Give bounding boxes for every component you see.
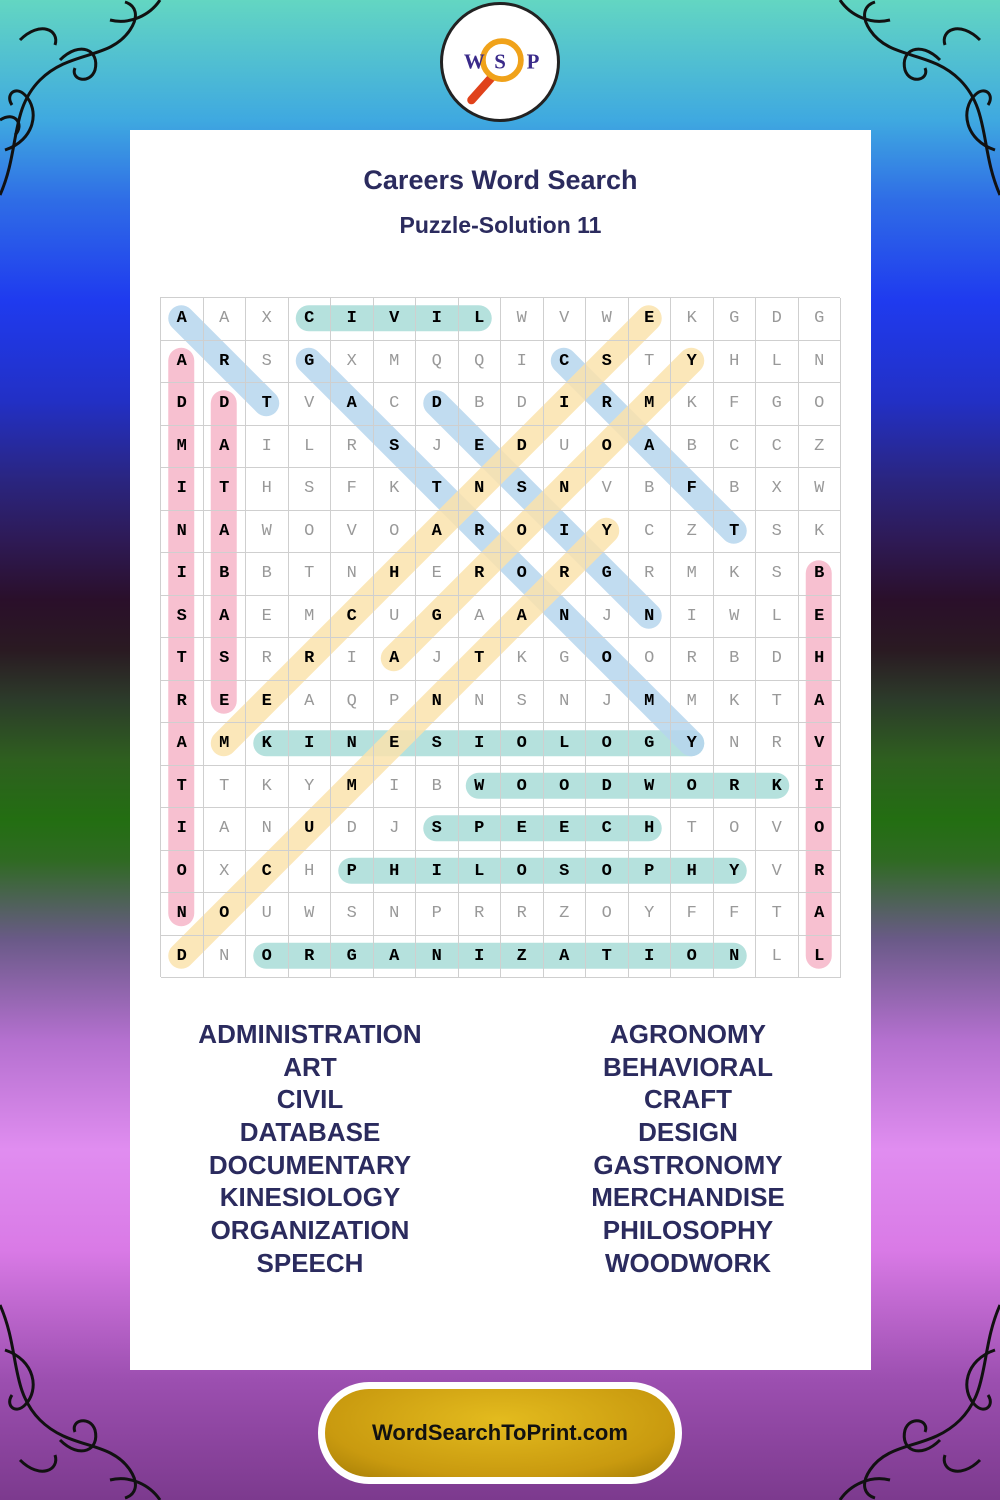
grid-cell[interactable]: T (204, 766, 247, 809)
grid-cell[interactable]: D (416, 383, 459, 426)
grid-cell[interactable]: C (714, 426, 757, 469)
grid-cell[interactable]: I (501, 341, 544, 384)
grid-cell[interactable]: D (161, 936, 204, 979)
grid-cell[interactable]: A (204, 511, 247, 554)
grid-cell[interactable]: O (246, 936, 289, 979)
grid-cell[interactable]: T (459, 638, 502, 681)
grid-cell[interactable]: K (799, 511, 842, 554)
grid-cell[interactable]: R (629, 553, 672, 596)
grid-cell[interactable]: O (629, 638, 672, 681)
grid-cell[interactable]: X (331, 341, 374, 384)
grid-cell[interactable]: A (161, 298, 204, 341)
word-list-item: BEHAVIORAL (603, 1051, 773, 1082)
grid-cell[interactable]: Q (331, 681, 374, 724)
grid-cell[interactable]: V (331, 511, 374, 554)
grid-cell[interactable]: H (374, 553, 417, 596)
grid-cell[interactable]: X (756, 468, 799, 511)
grid-cell[interactable]: E (204, 681, 247, 724)
grid-cell[interactable]: N (374, 893, 417, 936)
page-subtitle: Puzzle-Solution 11 (399, 212, 602, 238)
grid-cell[interactable]: I (331, 638, 374, 681)
grid-cell[interactable]: M (629, 681, 672, 724)
grid-cell[interactable]: O (799, 383, 842, 426)
grid-cell[interactable]: I (161, 553, 204, 596)
grid-cell[interactable]: V (289, 383, 332, 426)
grid-cell[interactable]: E (246, 681, 289, 724)
grid-cell[interactable]: V (756, 808, 799, 851)
grid-cell[interactable]: R (289, 638, 332, 681)
grid-cell[interactable]: G (714, 298, 757, 341)
grid-cell[interactable]: S (501, 681, 544, 724)
grid-cell[interactable]: V (799, 723, 842, 766)
grid-cell[interactable]: P (331, 851, 374, 894)
grid-cell[interactable]: H (799, 638, 842, 681)
grid-cell[interactable]: Y (671, 723, 714, 766)
grid-cell[interactable]: N (161, 893, 204, 936)
grid-cell[interactable]: G (544, 638, 587, 681)
grid-cell[interactable]: I (671, 596, 714, 639)
grid-cell[interactable]: O (501, 511, 544, 554)
grid-cell[interactable]: I (629, 936, 672, 979)
grid-cell[interactable]: P (459, 808, 502, 851)
page-title: Careers Word Search (363, 165, 638, 195)
grid-cell[interactable]: L (459, 851, 502, 894)
grid-cell[interactable]: G (289, 341, 332, 384)
grid-cell[interactable]: W (501, 298, 544, 341)
grid-cell[interactable]: K (714, 681, 757, 724)
grid-cell[interactable]: I (331, 298, 374, 341)
grid-cell[interactable]: W (246, 511, 289, 554)
grid-cell[interactable]: J (586, 596, 629, 639)
grid-cell[interactable]: B (671, 426, 714, 469)
grid-cell[interactable]: T (204, 468, 247, 511)
word-list-item: WOODWORK (604, 1247, 772, 1278)
grid-cell[interactable]: T (161, 766, 204, 809)
grid-cell[interactable]: I (161, 468, 204, 511)
grid-cell[interactable]: O (586, 893, 629, 936)
grid-cell[interactable]: N (416, 936, 459, 979)
grid-cell[interactable]: X (246, 298, 289, 341)
grid-cell[interactable]: H (629, 808, 672, 851)
grid-cell[interactable]: M (671, 553, 714, 596)
grid-cell[interactable]: T (161, 638, 204, 681)
grid-cell[interactable]: O (586, 851, 629, 894)
grid-cell[interactable]: M (289, 596, 332, 639)
word-list-item: GASTRONOMY (593, 1149, 783, 1180)
grid-cell[interactable]: Z (544, 893, 587, 936)
grid-cell[interactable]: Z (671, 511, 714, 554)
grid-cell[interactable]: R (799, 851, 842, 894)
grid-cell[interactable]: N (459, 468, 502, 511)
grid-cell[interactable]: O (501, 553, 544, 596)
grid-cell[interactable]: N (246, 808, 289, 851)
grid-cell[interactable]: W (586, 298, 629, 341)
grid-cell[interactable]: L (799, 936, 842, 979)
grid-cell[interactable]: F (671, 468, 714, 511)
grid-cell[interactable]: U (289, 808, 332, 851)
grid-cell[interactable]: I (544, 383, 587, 426)
grid-cell[interactable]: N (204, 936, 247, 979)
grid-cell[interactable]: Y (289, 766, 332, 809)
grid-cell[interactable]: I (544, 511, 587, 554)
grid-cell[interactable]: D (204, 383, 247, 426)
grid-cell[interactable]: N (714, 723, 757, 766)
grid-cell[interactable]: T (586, 936, 629, 979)
puzzle-card (130, 130, 871, 1370)
word-list-item: ART (283, 1051, 337, 1082)
grid-cell[interactable]: M (161, 426, 204, 469)
grid-cell[interactable]: I (416, 851, 459, 894)
grid-cell[interactable]: D (756, 638, 799, 681)
grid-cell[interactable]: B (246, 553, 289, 596)
grid-cell[interactable]: S (416, 808, 459, 851)
grid-cell[interactable]: A (459, 596, 502, 639)
word-list-left (125, 1018, 495, 1280)
grid-cell[interactable]: G (331, 936, 374, 979)
logo-letter-w: W (463, 49, 485, 74)
grid-cell[interactable]: I (289, 723, 332, 766)
grid-cell[interactable]: J (416, 426, 459, 469)
grid-cell[interactable]: N (459, 681, 502, 724)
grid-cell[interactable]: A (416, 511, 459, 554)
word-list-item: ADMINISTRATION (198, 1019, 422, 1049)
grid-cell[interactable]: O (714, 808, 757, 851)
grid-cell[interactable]: C (331, 596, 374, 639)
grid-cell[interactable]: P (374, 681, 417, 724)
grid-cell[interactable]: B (204, 553, 247, 596)
grid-cell[interactable]: R (246, 638, 289, 681)
word-list-item: CRAFT (643, 1084, 733, 1115)
grid-cell[interactable]: O (289, 511, 332, 554)
grid-cell[interactable]: L (544, 723, 587, 766)
grid-cell[interactable]: E (246, 596, 289, 639)
grid-cell[interactable]: C (246, 851, 289, 894)
grid-cell[interactable]: V (586, 468, 629, 511)
grid-cell[interactable]: O (501, 723, 544, 766)
grid-cell[interactable]: S (161, 596, 204, 639)
grid-cell[interactable]: B (799, 553, 842, 596)
grid-cell[interactable]: U (246, 893, 289, 936)
grid-cell[interactable]: Q (416, 341, 459, 384)
grid-cell[interactable]: A (289, 681, 332, 724)
grid-cell[interactable]: T (756, 681, 799, 724)
grid-cell[interactable]: L (756, 341, 799, 384)
grid-cell[interactable]: E (544, 808, 587, 851)
grid-cell[interactable]: A (204, 298, 247, 341)
grid-cell[interactable]: S (204, 638, 247, 681)
grid-cell[interactable]: H (374, 851, 417, 894)
grid-cell[interactable]: N (714, 936, 757, 979)
grid-cell[interactable]: Y (586, 511, 629, 554)
grid-cell[interactable]: B (416, 766, 459, 809)
grid-cell[interactable]: R (459, 511, 502, 554)
grid-cell[interactable]: C (374, 383, 417, 426)
logo-letter-s: S (494, 49, 506, 74)
grid-cell[interactable]: P (416, 893, 459, 936)
grid-cell[interactable]: A (204, 596, 247, 639)
grid-cell[interactable]: B (629, 468, 672, 511)
grid-cell[interactable]: V (374, 298, 417, 341)
grid-cell[interactable]: X (204, 851, 247, 894)
grid-cell[interactable]: N (331, 723, 374, 766)
grid-cell[interactable]: R (586, 383, 629, 426)
grid-cell[interactable]: R (289, 936, 332, 979)
site-link-button[interactable] (318, 1382, 682, 1484)
grid-cell[interactable]: R (161, 681, 204, 724)
grid-cell[interactable]: R (459, 893, 502, 936)
grid-cell[interactable]: E (374, 723, 417, 766)
grid-cell[interactable]: H (714, 341, 757, 384)
grid-cell[interactable]: H (246, 468, 289, 511)
grid-cell[interactable]: K (374, 468, 417, 511)
grid-cell[interactable]: A (331, 383, 374, 426)
grid-cell[interactable]: S (416, 723, 459, 766)
grid-cell[interactable]: R (714, 766, 757, 809)
grid-cell[interactable]: D (586, 766, 629, 809)
grid-cell[interactable]: Y (714, 851, 757, 894)
word-list-item: PHILOSOPHY (602, 1215, 774, 1246)
grid-cell[interactable]: G (799, 298, 842, 341)
grid-cell[interactable]: O (586, 426, 629, 469)
grid-cell[interactable]: A (799, 893, 842, 936)
grid-cell[interactable]: M (671, 681, 714, 724)
grid-cell[interactable]: A (161, 341, 204, 384)
grid-cell[interactable]: J (416, 638, 459, 681)
grid-cell[interactable]: E (501, 808, 544, 851)
word-list-item: DESIGN (638, 1117, 738, 1148)
grid-cell[interactable]: R (671, 638, 714, 681)
grid-cell[interactable]: O (374, 511, 417, 554)
grid-cell[interactable]: F (331, 468, 374, 511)
grid-cell[interactable]: I (374, 766, 417, 809)
grid-cell[interactable]: S (289, 468, 332, 511)
grid-cell[interactable]: E (416, 553, 459, 596)
grid-cell[interactable]: K (246, 723, 289, 766)
grid-cell[interactable]: S (501, 468, 544, 511)
grid-cell[interactable]: P (629, 851, 672, 894)
grid-cell[interactable]: F (671, 893, 714, 936)
grid-cell[interactable]: I (799, 766, 842, 809)
logo-letter-p: P (526, 49, 540, 74)
grid-cell[interactable]: R (756, 723, 799, 766)
grid-cell[interactable]: K (671, 383, 714, 426)
grid-cell[interactable]: S (331, 893, 374, 936)
grid-cell[interactable]: I (161, 808, 204, 851)
grid-cell[interactable]: T (671, 808, 714, 851)
grid-cell[interactable]: O (501, 851, 544, 894)
grid-cell[interactable]: O (501, 766, 544, 809)
grid-cell[interactable]: C (756, 426, 799, 469)
grid-cell[interactable]: E (459, 426, 502, 469)
grid-cell[interactable]: E (799, 596, 842, 639)
grid-cell[interactable]: I (459, 723, 502, 766)
grid-cell[interactable]: R (501, 893, 544, 936)
grid-cell[interactable]: A (799, 681, 842, 724)
grid-cell[interactable]: R (204, 341, 247, 384)
grid-cell[interactable]: J (374, 808, 417, 851)
grid-cell[interactable]: S (246, 341, 289, 384)
grid-cell[interactable]: I (416, 298, 459, 341)
grid-cell[interactable]: L (289, 426, 332, 469)
grid-cell[interactable]: H (671, 851, 714, 894)
grid-cell[interactable]: A (161, 723, 204, 766)
grid-cell[interactable]: T (246, 383, 289, 426)
grid-cell[interactable]: D (161, 383, 204, 426)
grid-cell[interactable]: M (204, 723, 247, 766)
word-list-item: DOCUMENTARY (208, 1149, 412, 1180)
grid-cell[interactable]: W (289, 893, 332, 936)
grid-cell[interactable]: G (586, 553, 629, 596)
grid-cell[interactable]: V (544, 298, 587, 341)
grid-cell[interactable]: W (714, 596, 757, 639)
grid-cell[interactable]: D (756, 298, 799, 341)
grid-cell[interactable]: K (756, 766, 799, 809)
grid-cell[interactable]: T (629, 341, 672, 384)
grid-cell[interactable]: R (459, 553, 502, 596)
word-list-item: AGRONOMY (610, 1019, 766, 1049)
grid-cell[interactable]: W (629, 766, 672, 809)
grid-cell[interactable]: K (671, 298, 714, 341)
grid-cell[interactable]: N (544, 596, 587, 639)
grid-cell[interactable]: L (459, 298, 502, 341)
grid-cell[interactable]: L (756, 596, 799, 639)
word-list-item: CIVIL (276, 1084, 344, 1115)
grid-cell[interactable]: I (246, 426, 289, 469)
grid-cell[interactable]: S (756, 511, 799, 554)
grid-cell[interactable]: Y (629, 893, 672, 936)
grid-cell[interactable]: Y (671, 341, 714, 384)
grid-cell[interactable]: O (671, 766, 714, 809)
word-list-item: KINESIOLOGY (219, 1182, 401, 1213)
grid-cell[interactable]: B (459, 383, 502, 426)
grid-cell[interactable]: T (289, 553, 332, 596)
grid-cell[interactable]: T (756, 893, 799, 936)
grid-cell[interactable]: K (246, 766, 289, 809)
grid-cell[interactable]: Z (501, 936, 544, 979)
grid-cell[interactable]: O (204, 893, 247, 936)
grid-cell[interactable]: R (544, 553, 587, 596)
grid-cell[interactable]: M (374, 341, 417, 384)
grid-cell[interactable]: O (586, 638, 629, 681)
letter-grid (160, 297, 840, 977)
grid-cell[interactable]: N (629, 596, 672, 639)
word-list-item: DATABASE (239, 1117, 381, 1148)
site-logo[interactable] (440, 2, 560, 122)
grid-cell[interactable]: G (629, 723, 672, 766)
grid-cell[interactable]: I (459, 936, 502, 979)
grid-cell[interactable]: B (714, 638, 757, 681)
grid-cell[interactable]: D (501, 383, 544, 426)
grid-cell[interactable]: C (629, 511, 672, 554)
grid-cell[interactable]: M (629, 383, 672, 426)
grid-cell[interactable]: L (756, 936, 799, 979)
site-link-label: WordSearchToPrint.com (372, 1420, 628, 1445)
grid-cell[interactable]: F (714, 383, 757, 426)
grid-cell[interactable]: N (416, 681, 459, 724)
grid-cell[interactable]: G (416, 596, 459, 639)
word-list-item: MERCHANDISE (591, 1182, 785, 1213)
grid-cell[interactable]: U (374, 596, 417, 639)
grid-cell[interactable]: A (629, 426, 672, 469)
grid-cell[interactable]: T (714, 511, 757, 554)
grid-cell[interactable]: V (756, 851, 799, 894)
grid-cell[interactable]: G (756, 383, 799, 426)
grid-cell[interactable]: W (459, 766, 502, 809)
grid-cell[interactable]: S (374, 426, 417, 469)
grid-cell[interactable]: D (501, 426, 544, 469)
grid-cell[interactable]: Z (799, 426, 842, 469)
grid-cell[interactable]: T (416, 468, 459, 511)
grid-cell[interactable]: D (331, 808, 374, 851)
grid-cell[interactable]: O (586, 723, 629, 766)
grid-cell[interactable]: A (544, 936, 587, 979)
grid-cell[interactable]: N (544, 468, 587, 511)
grid-cell[interactable]: E (629, 298, 672, 341)
grid-cell[interactable]: A (204, 808, 247, 851)
grid-cell[interactable]: C (586, 808, 629, 851)
word-list-item: ORGANIZATION (210, 1215, 410, 1246)
grid-cell[interactable]: O (671, 936, 714, 979)
grid-cell[interactable]: N (799, 341, 842, 384)
grid-cell[interactable]: S (756, 553, 799, 596)
grid-cell[interactable]: F (714, 893, 757, 936)
word-list-item: SPEECH (256, 1247, 364, 1278)
grid-cell[interactable]: J (586, 681, 629, 724)
grid-cell[interactable]: H (289, 851, 332, 894)
grid-cell[interactable]: M (331, 766, 374, 809)
grid-cell[interactable]: R (331, 426, 374, 469)
grid-cell[interactable]: C (544, 341, 587, 384)
grid-cell[interactable]: C (289, 298, 332, 341)
grid-cell[interactable]: A (204, 426, 247, 469)
grid-cell[interactable]: K (714, 553, 757, 596)
grid-cell[interactable]: A (374, 936, 417, 979)
grid-cell[interactable]: U (544, 426, 587, 469)
grid-cell[interactable]: A (501, 596, 544, 639)
grid-cell[interactable]: N (161, 511, 204, 554)
grid-cell[interactable]: N (331, 553, 374, 596)
grid-cell[interactable]: O (799, 808, 842, 851)
grid-cell[interactable]: O (161, 851, 204, 894)
grid-cell[interactable]: B (714, 468, 757, 511)
grid-cell[interactable]: A (374, 638, 417, 681)
word-list-right (503, 1018, 873, 1280)
grid-cell[interactable]: S (544, 851, 587, 894)
grid-cell[interactable]: N (544, 681, 587, 724)
grid-cell[interactable]: Q (459, 341, 502, 384)
grid-cell[interactable]: K (501, 638, 544, 681)
grid-cell[interactable]: O (544, 766, 587, 809)
grid-cell[interactable]: W (799, 468, 842, 511)
grid-cell[interactable]: S (586, 341, 629, 384)
